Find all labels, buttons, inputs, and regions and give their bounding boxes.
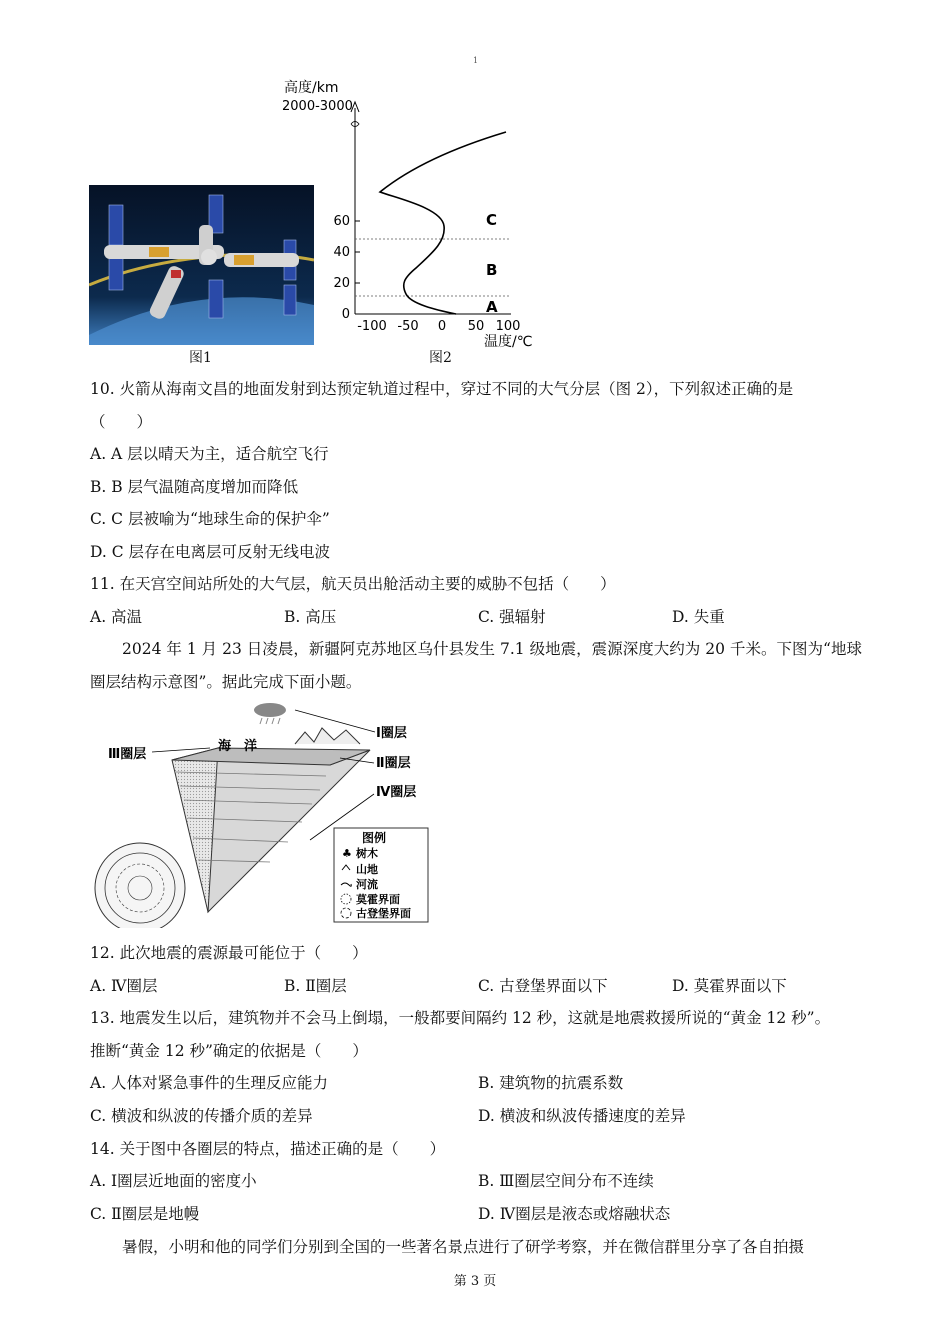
mountain-icon <box>295 728 360 744</box>
y-tick-0: 0 <box>341 307 350 322</box>
q10-option-b: B. B 层气温随高度增加而降低 <box>90 478 299 496</box>
q12-stem: 12. 此次地震的震源最可能位于（ ） <box>90 944 368 962</box>
passage-summer-trip-text: 暑假，小明和他的同学们分别到全国的一些著名景点进行了研学考察，并在微信群里分享了各自拍摄 <box>122 1238 805 1256</box>
y-axis-top-label: 2000-3000 <box>282 99 353 114</box>
q13-option-d: D. 横波和纵波传播速度的差异 <box>478 1107 686 1125</box>
legend-gutenberg: 古登堡界面 <box>356 907 411 920</box>
legend-title: 图例 <box>362 831 387 845</box>
passage-summer-trip <box>90 1237 804 1257</box>
q11-option-d: D. 失重 <box>672 608 725 626</box>
y-tick-60: 60 <box>333 214 350 229</box>
q14-option-a: A. Ⅰ圈层近地面的密度小 <box>90 1172 257 1190</box>
q11-option-a: A. 高温 <box>90 608 143 626</box>
x-axis-title: 温度/℃ <box>484 334 533 350</box>
y-tick-40: 40 <box>333 245 350 260</box>
q11-stem: 11. 在天宫空间站所处的大气层，航天员出舱活动主要的威胁不包括（ ） <box>90 575 616 593</box>
earth-spheres-svg <box>90 700 440 928</box>
q10-option-a: A. A 层以晴天为主，适合航空飞行 <box>90 445 329 463</box>
figure2-caption: 图2 <box>429 350 452 366</box>
layer-label-c: C <box>486 211 498 229</box>
q12-option-d: D. 莫霍界面以下 <box>672 977 787 995</box>
tree-icon: ♣ <box>342 847 352 860</box>
y-axis-title: 高度/km <box>284 80 339 96</box>
q13-option-c: C. 横波和纵波的传播介质的差异 <box>90 1107 313 1125</box>
sphere-label-4: Ⅳ圈层 <box>376 785 417 800</box>
layer-label-b: B <box>486 261 498 279</box>
legend-moho: 莫霍界面 <box>356 893 400 906</box>
cloud-icon <box>254 703 286 717</box>
legend-river: 河流 <box>356 878 378 891</box>
q14-stem: 14. 关于图中各圈层的特点，描述正确的是（ ） <box>90 1140 446 1158</box>
passage-earthquake <box>90 633 862 699</box>
passage-earthquake-text: 2024 年 1 月 23 日凌晨，新疆阿克苏地区乌什县发生 7.1 级地震，震源深度大约为 20 千米。下图为“地球圈层结构示意图”。据此完成下面小题。 <box>90 640 862 691</box>
q12-option-a: A. Ⅳ圈层 <box>90 977 158 995</box>
q10-option-c: C. C 层被喻为“地球生命的保护伞” <box>90 510 330 528</box>
layer-label-a: A <box>486 298 498 316</box>
earth-cross-section <box>95 843 185 928</box>
x-tick-100: 100 <box>495 319 521 334</box>
ocean-label: 海 洋 <box>218 739 258 754</box>
sphere-label-3: Ⅲ圈层 <box>108 747 147 762</box>
x-tick-0: 0 <box>437 319 447 334</box>
q11-option-b: B. 高压 <box>284 608 337 626</box>
x-tick-50: 50 <box>467 319 485 334</box>
q13-option-a: A. 人体对紧急事件的生理反应能力 <box>90 1074 329 1092</box>
q14-option-d: D. Ⅳ圈层是液态或熔融状态 <box>478 1205 671 1223</box>
q10-stem: 10. 火箭从海南文昌的地面发射到达预定轨道过程中，穿过不同的大气分层（图 2），下列叙述正确的是 <box>90 380 794 398</box>
figure1-caption: 图1 <box>189 350 212 366</box>
q13-stem-line1: 13. 地震发生以后，建筑物并不会马上倒塌，一般都要间隔约 12 秒，这就是地震救援所说的“黄金 12 秒”。 <box>90 1009 831 1027</box>
sphere-label-1: Ⅰ圈层 <box>376 726 407 741</box>
legend-tree: 树木 <box>356 847 378 860</box>
page-top-mark: 1 <box>473 56 479 65</box>
q11-option-c: C. 强辐射 <box>478 608 546 626</box>
page-number: 第 3 页 <box>453 1274 497 1289</box>
q10-paren: （ ） <box>90 413 153 431</box>
x-tick-minus50: -50 <box>397 319 419 334</box>
figure2-chart <box>276 72 576 357</box>
x-tick-minus100: -100 <box>357 319 387 334</box>
q12-option-b: B. Ⅱ圈层 <box>284 977 347 995</box>
atmosphere-profile-svg <box>276 72 576 357</box>
q13-stem-line2: 推断“黄金 12 秒”确定的依据是（ ） <box>90 1042 368 1060</box>
q14-option-c: C. Ⅱ圈层是地幔 <box>90 1205 200 1223</box>
q13-option-b: B. 建筑物的抗震系数 <box>478 1074 624 1092</box>
q14-option-b: B. Ⅲ圈层空间分布不连续 <box>478 1172 654 1190</box>
q10-option-d: D. C 层存在电离层可反射无线电波 <box>90 543 331 561</box>
figure3-earth-spheres <box>90 700 440 928</box>
sphere-label-2: Ⅱ圈层 <box>376 756 411 771</box>
y-tick-20: 20 <box>333 276 350 291</box>
q12-option-c: C. 古登堡界面以下 <box>478 977 608 995</box>
legend-mountain: 山地 <box>356 863 378 876</box>
